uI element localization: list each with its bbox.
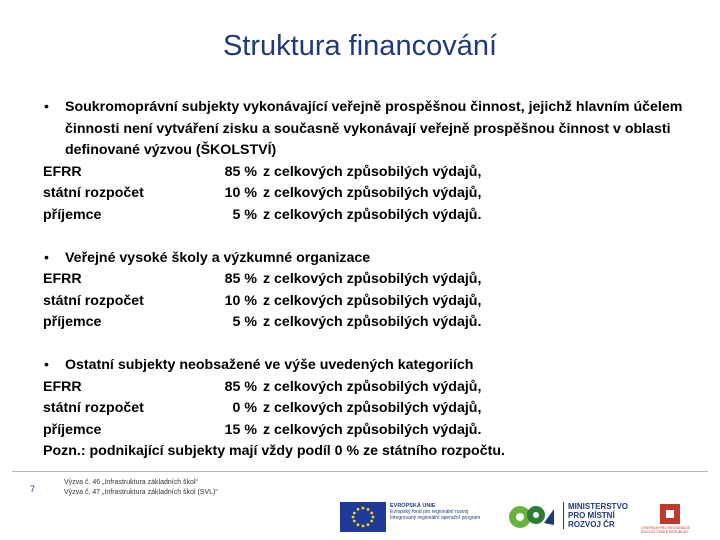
section-heading [43,355,683,377]
row-text: z celkových způsobilých výdajů, [263,163,482,180]
ministry-line: MINISTERSTVO [568,502,629,511]
slide-footer [0,468,720,540]
row-percent: 5 % [232,314,257,330]
row-label: státní rozpočet [43,400,144,416]
row-text: z celkových způsobilých výdajů. [263,314,482,330]
row-label: příjemce [43,314,102,330]
row-label: státní rozpočet [43,292,144,309]
row-percent: 0 % [232,400,257,416]
table-row [43,269,683,291]
row-label: EFRR [43,378,82,395]
bullet-icon: • [44,357,49,373]
row-text: z celkových způsobilých výdajů, [263,271,482,287]
row-text: z celkových způsobilých výdajů. [263,421,482,438]
row-label: EFRR [43,163,82,180]
call-46: Výzva č. 46 „Infrastruktura základních škol“ [64,479,198,486]
row-label: příjemce [43,206,102,223]
section-heading-text: Soukromoprávní subjekty vykonávající veřejně prospěšnou činnost, jejichž hlavním účelem činnosti není vytváření zisku a současně vykonávají veřejně prospěšnou činnost v oblasti definované výzvou (ŠKOLSTVÍ) [65,99,683,158]
section-heading-text: Veřejné vysoké školy a výzkumné organizace [65,249,371,266]
eu-flag-icon [340,502,386,532]
row-label: státní rozpočet [43,185,144,201]
section-universities [43,248,683,334]
bullet-icon: • [44,249,49,266]
footnote: Pozn.: podnikající subjekty mají vždy podíl 0 % ze státního rozpočtu. [43,443,505,459]
row-percent: 10 % [224,292,257,309]
slide-title: Struktura financování [222,30,498,62]
ministry-line: ROZVOJ ČR [568,520,615,529]
footer-divider [12,471,708,472]
table-row [43,291,683,313]
section-heading [43,97,683,162]
row-text: z celkových způsobilých výdajů, [263,400,482,416]
section-heading [43,248,683,270]
table-row [43,312,683,334]
eu-programme: Integrovaný regionální operační program [390,515,481,521]
table-row [43,183,683,205]
section-other [43,355,683,463]
row-label: EFRR [43,271,82,287]
row-percent: 85 % [224,163,257,180]
section-private-nonprofit [43,97,683,226]
row-percent: 85 % [224,378,257,395]
table-row [43,205,683,227]
row-percent: 15 % [224,421,257,438]
eu-fund: Evropský fond pro regionální rozvoj [390,509,469,515]
row-text: z celkových způsobilých výdajů, [263,378,482,395]
call-47: Výzva č. 47 „Infrastruktura základních škol (SVL)“ [64,489,218,496]
row-percent: 85 % [224,271,257,287]
row-text: z celkových způsobilých výdajů, [263,292,482,309]
row-percent: 10 % [224,185,257,201]
funding-structure [43,97,683,484]
table-row [43,162,683,184]
eu-title: EVROPSKÁ UNIE [390,503,436,509]
table-row [43,398,683,420]
eu-text [390,503,500,521]
ministry-name [563,502,628,529]
table-row [43,420,683,442]
page-number: 7 [30,484,36,494]
irop-logo-icon [506,501,556,531]
row-percent: 5 % [232,206,257,223]
section-heading-text: Ostatní subjekty neobsažené ve výše uvedených kategoriích [65,357,474,373]
call-references [64,478,218,498]
row-label: příjemce [43,421,102,438]
crr-logo-icon [640,502,700,526]
bullet-icon: • [44,99,49,115]
crr-text: CENTRUM PRO REGIONÁLNÍ ROZVOJ ČESKÉ REPUBLIKY [641,526,690,534]
row-text: z celkových způsobilých výdajů. [263,206,482,223]
table-row [43,377,683,399]
row-text: z celkových způsobilých výdajů, [263,185,482,201]
ministry-line: PRO MÍSTNÍ [568,511,615,520]
